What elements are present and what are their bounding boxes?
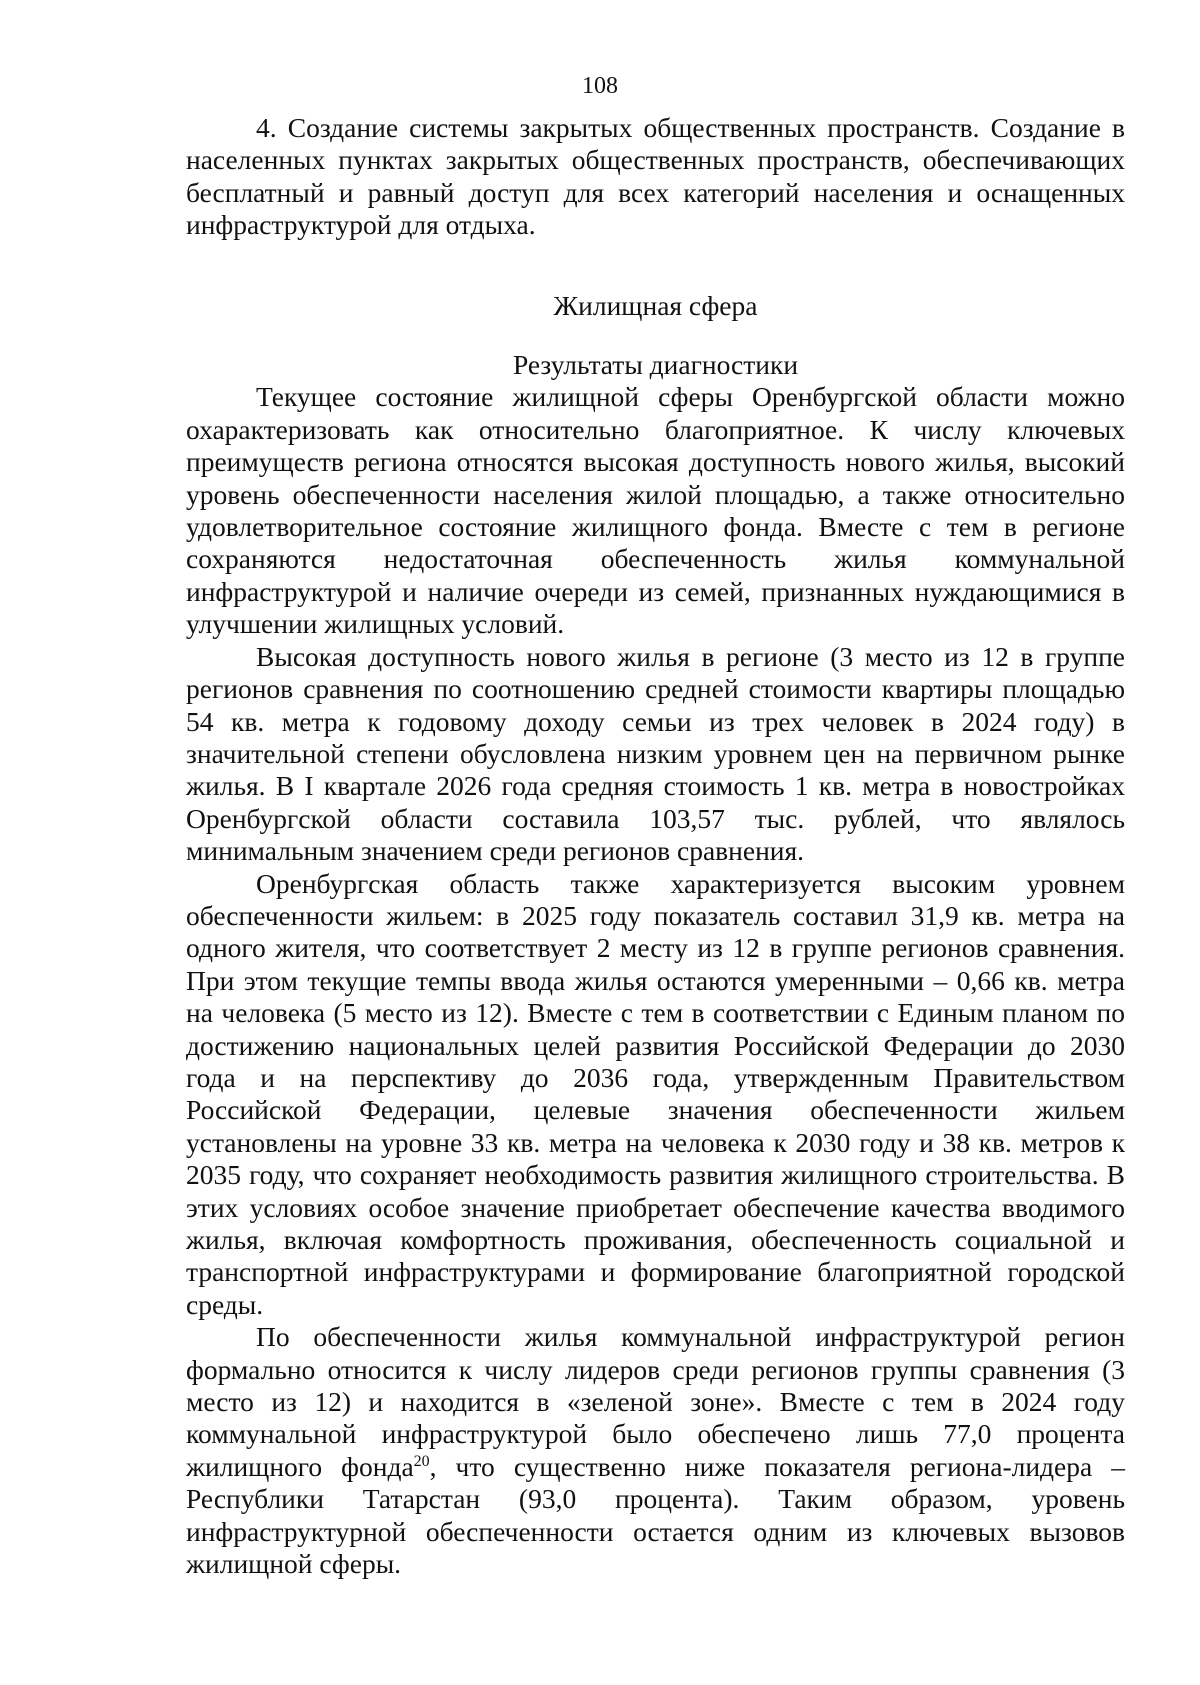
paragraph-public-spaces: 4. Создание системы закрытых общественных пространств. Создание в населенных пунктах закрытых общественных пространств, обеспечивающих бесплатный и равный доступ для всех категорий населения и оснащенных инфраструктурой для отдыха. <box>186 112 1125 241</box>
footnote-reference[interactable]: 20 <box>413 1452 430 1470</box>
page-number: 108 <box>582 73 618 99</box>
section-heading-housing: Жилищная сфера <box>553 289 758 321</box>
document-body <box>186 112 1125 1580</box>
paragraph-current-state: Текущее состояние жилищной сферы Оренбургской области можно охарактеризовать как относительно благоприятное. К числу ключевых преимуществ региона относятся высокая доступность нового жилья, высокий уровень обеспеченности населения жилой площадью, а также относительно удовлетворительное состояние жилищного фонда. Вместе с тем в регионе сохраняются недостаточная обеспеченность жилья коммунальной инфраструктурой и наличие очереди из семей, признанных нуждающимися в улучшении жилищных условий. <box>186 381 1125 640</box>
paragraph-housing-provision: Оренбургская область также характеризуется высоким уровнем обеспеченности жильем: в 2025 году показатель составил 31,9 кв. метра на одного жителя, что соответствует 2 месту из 12 в группе регионов сравнения. При этом текущие темпы ввода жилья остаются умеренными – 0,66 кв. метра на человека (5 место из 12). Вместе с тем в соответствии с Единым планом по достижению национальных целей развития Российской Федерации до 2030 года и на перспективу до 2036 года, утвержденным Правительством Российской Федерации, целевые значения обеспеченности жильем установлены на уровне 33 кв. метра на человека к 2030 году и 38 кв. метров к 2035 году, что сохраняет необходимость развития жилищного строительства. В этих условиях особое значение приобретает обеспечение качества вводимого жилья, включая комфортность проживания, обеспеченность социальной и транспортной инфраструктурами и формирование благоприятной городской среды. <box>186 867 1125 1320</box>
paragraph-text-part1: По обеспеченности жилья коммунальной инфраструктурой регион формально относится к числу лидеров среди регионов группы сравнения (3 место из 12) и находится в «зеленой зоне». Вместе с тем в 2024 году коммунальной инфраструктурой было обеспечено лишь 77,0 процента жилищного фонда <box>186 1321 1125 1482</box>
subsection-heading-diagnostics: Результаты диагностики <box>512 349 799 381</box>
paragraph-text-part2: , что существенно ниже показателя региона-лидера – Республики Татарстан (93,0 процента). Таким образом, уровень инфраструктурной обеспеченности остается одним из ключевых вызовов жилищной сферы. <box>186 1450 1125 1580</box>
paragraph-communal-infrastructure <box>186 1321 1125 1580</box>
paragraph-housing-affordability: Высокая доступность нового жилья в регионе (3 место из 12 в группе регионов сравнения по соотношению средней стоимости квартиры площадью 54 кв. метра к годовому доходу семьи из трех человек в 2024 году) в значительной степени обусловлена низким уровнем цен на первичном рынке жилья. В I квартале 2026 года средняя стоимость 1 кв. метра в новостройках Оренбургской области составила 103,57 тыс. рублей, что являлось минимальным значением среди регионов сравнения. <box>186 640 1125 867</box>
